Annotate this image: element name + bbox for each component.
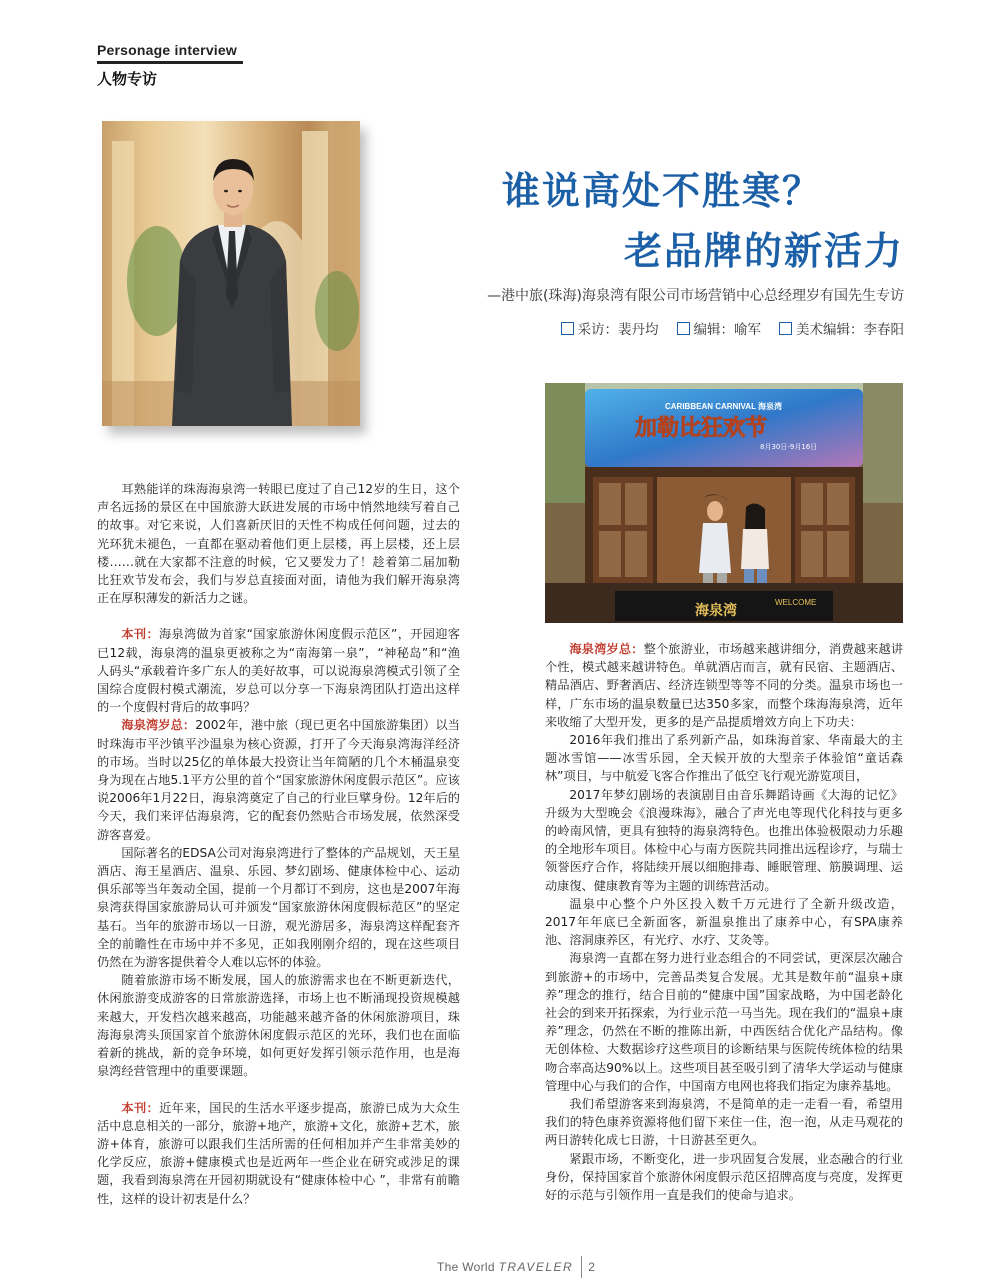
square-bullet-icon	[561, 322, 574, 335]
question-2-text: 近年来，国民的生活水平逐步提高，旅游已成为大众生活中息息相关的一部分，旅游+地产，旅游+文化，旅游+艺术，旅游+体育，旅游可以跟我们生活所需的任何相加并产生非常美妙的化学反应，旅游+健康模式也是近两年一些企业在研究或涉足的课题，我看到海泉湾在开园初期就设有“健康体检中心 ”，非常有前瞻性，这样的设计初衷是什么？	[97, 1100, 461, 1206]
portrait-photo	[102, 121, 360, 426]
credit-art-editor	[779, 318, 904, 338]
banner-date: 8月30日-9月16日	[760, 443, 818, 451]
question-2	[97, 1099, 460, 1208]
right-column	[545, 640, 903, 1204]
magazine-brand	[437, 1260, 573, 1274]
paragraph: 2016年我们推出了系列新产品，如珠海首家、华南最大的主题冰雪馆——冰雪乐园，全天候开放的大型亲子体验馆“童话森林”项目，与中航爱飞客合作推出了低空飞行观光游览项目，	[545, 733, 903, 784]
credits	[561, 318, 905, 338]
credit-art-editor-text: 美术编辑：李春阳	[796, 322, 904, 338]
intro-paragraph: 耳熟能详的珠海海泉湾一转眼已度过了自己12岁的生日，这个声名远扬的景区在中国旅游大跃进发展的市场中悄然地续写着自己的故事。对它来说，人们喜新厌旧的天性不构成任何问题，过去的光环犹未褪色，一直都在驱动着他们更上层楼，再上层楼，还上层楼……就在大家都不注意的时候，它又要发力了！趁着第二届加勒比狂欢节发布会，我们与岁总直接面对面，请他为我们解开海泉湾正在厚积薄发的新活力之谜。	[97, 482, 460, 606]
answer-2	[545, 640, 903, 731]
paragraph: 国际著名的EDSA公司对海泉湾进行了整体的产品规划，天王星酒店、海王星酒店、温泉、乐园、梦幻剧场、健康体检中心、运动俱乐部等当年轰动全国，提前一个月都订不到房，这也是2007年海泉湾获得国家旅游局认可并颁发“国家旅游休闲度假标范区”的坚定基石。当年的旅游市场以一日游，观光游居多，海泉湾这样配套齐全的前瞻性在市场中并不多见，正如我刚刚介绍的，现在这些项目仍然在为游客提供着令人难以忘怀的体验。	[97, 845, 460, 970]
credit-editor	[677, 318, 762, 338]
brand-suffix: TRAVELER	[498, 1260, 574, 1274]
event-illustration	[545, 383, 903, 623]
speaker-label: 本刊：	[121, 1100, 160, 1115]
section-label-en: Personage interview	[97, 42, 237, 58]
credit-editor-text: 编辑：喻军	[693, 322, 761, 338]
event-photo	[545, 383, 903, 623]
headline-line-1: 谁说高处不胜寒？	[501, 169, 822, 213]
answer-2-text: 整个旅游业，市场越来越讲细分，消费越来越讲个性，模式越来越讲特色。单就酒店而言，就有民宿、主题酒店、精品酒店、野奢酒店、经济连锁型等等不同的分类。温泉市场也一样，广东市场的温泉数量已达350多家，而整个珠海海泉湾，近年来收缩了大型开发，更多的是产品提质增效方向上下功夫：	[545, 642, 904, 729]
footer-divider	[581, 1256, 582, 1278]
question-1	[97, 625, 460, 716]
answer-1	[97, 716, 460, 843]
square-bullet-icon	[779, 322, 792, 335]
page-footer	[437, 1256, 595, 1278]
brand-prefix: The World	[437, 1260, 495, 1274]
paragraph: 随着旅游市场不断发展，国人的旅游需求也在不断更新迭代，休闲旅游变成游客的日常旅游选择，市场上也不断涌现投资规模越来越大，开发档次越来越高，功能越来越齐备的休闲旅游项目，珠海海泉湾头顶国家首个旅游休闲度假示范区的光环，我们也在面临着新的挑战，新的竞争环境，如何更好发挥引领示范作用，也是海泉湾经营管理中的重要课题。	[97, 973, 460, 1079]
answer-1-text: 2002年，港中旅（现已更名中国旅游集团）以当时珠海市平沙镇平沙温泉为核心资源，打开了今天海泉湾海洋经济的市场。当时以25亿的单体最大投资让当年简陋的几个木桶温泉变身为现在占地5.1平方公里的首个“国家旅游休闲度假示范区”。应该说2006年1月22日，海泉湾奠定了自己的行业巨擘身份。12年后的今天，我们来评估海泉湾，它的配套仍然贴合市场发展，依然深受游客喜爱。	[97, 718, 460, 842]
left-column	[97, 480, 460, 1208]
speaker-label: 本刊：	[121, 627, 159, 642]
mat-text: 海泉湾	[695, 603, 737, 619]
square-bullet-icon	[677, 322, 690, 335]
headline-line-2: 老品牌的新活力	[623, 229, 904, 273]
section-label-cn: 人物专访	[97, 70, 158, 88]
paragraph: 温泉中心整个户外区投入数千万元进行了全新升级改造，2017年年底已全新面客，新温泉推出了康养中心，有SPA康养池、溶洞康养区，有光疗、水疗、艾灸等。	[545, 896, 903, 948]
paragraph: 紧跟市场，不断变化，进一步巩固复合发展，业态融合的行业身份，保持国家首个旅游休闲度假示范区招牌高度与亮度，发挥更好的示范与引领作用一直是我们的使命与追求。	[545, 1151, 903, 1203]
banner-english: CARIBBEAN CARNIVAL 海泉湾	[665, 402, 783, 411]
subheading: —港中旅(珠海)海泉湾有限公司市场营销中心总经理岁有国先生专访	[487, 288, 904, 304]
paragraph: 2017年梦幻剧场的表演剧目由音乐舞蹈诗画《大海的记忆》升级为大型晚会《浪漫珠海》，融合了声光电等现代化科技与更多的岭南风情，更具有独特的海泉湾特色。也推出体验极限动力乐趣的全地形车项目。体检中心与南方医院共同推出远程诊疗，与瑞士领誉医疗合作，将陆续开展以细胞排毒、睡眠管理、筋膜调理、运动康復、健康教育等为主题的训练营活动。	[545, 787, 903, 893]
section-rule	[97, 61, 243, 64]
speaker-label: 海泉湾岁总：	[569, 642, 644, 656]
question-1-text: 海泉湾做为首家“国家旅游休闲度假示范区”，开园迎客已12载，海泉湾的温泉更被称之为“南海第一泉”，“神秘岛”和“渔人码头“承载着许多广东人的美好故事，可以说海泉湾模式引领了全国综合度假村模式潮流，岁总可以分享一下海泉湾团队打造出这样的一个度假村背后的故事吗？	[97, 627, 460, 715]
credit-interviewer-text: 采访：裴丹均	[577, 322, 659, 338]
banner-title: 加勒比狂欢节	[635, 416, 768, 441]
speaker-label: 海泉湾岁总：	[121, 718, 196, 733]
credit-interviewer	[561, 318, 659, 338]
mat-text-en: WELCOME	[775, 598, 817, 607]
paragraph: 海泉湾一直都在努力进行业态组合的不同尝试，更深层次融合到旅游+的市场中，完善品类复合发展。尤其是数年前“温泉+康养”理念的推行，结合目前的“健康中国”国家战略，为中国老龄化社会的到来开拓探索，为行业示范一马当先。现在我们的“温泉+康养”理念，仍然在不断的推陈出新，中西医结合优化产品结构。像无创体检、大数据诊疗这些项目的诊断结果与医院传统体检的结果吻合率高达90%以上。这些项目甚至吸引到了清华大学运动与健康管理中心与我们的合作，中国南方电网也将我们指定为康养基地。	[545, 951, 903, 1093]
paragraph: 我们希望游客来到海泉湾，不是简单的走一走看一看，希望用我们的特色康养资源将他们留下来住一住，泡一泡，从走马观花的两日游转化成七日游，十日游甚至更久。	[545, 1097, 903, 1148]
page-number: 2	[588, 1260, 595, 1274]
portrait-illustration	[102, 121, 360, 426]
